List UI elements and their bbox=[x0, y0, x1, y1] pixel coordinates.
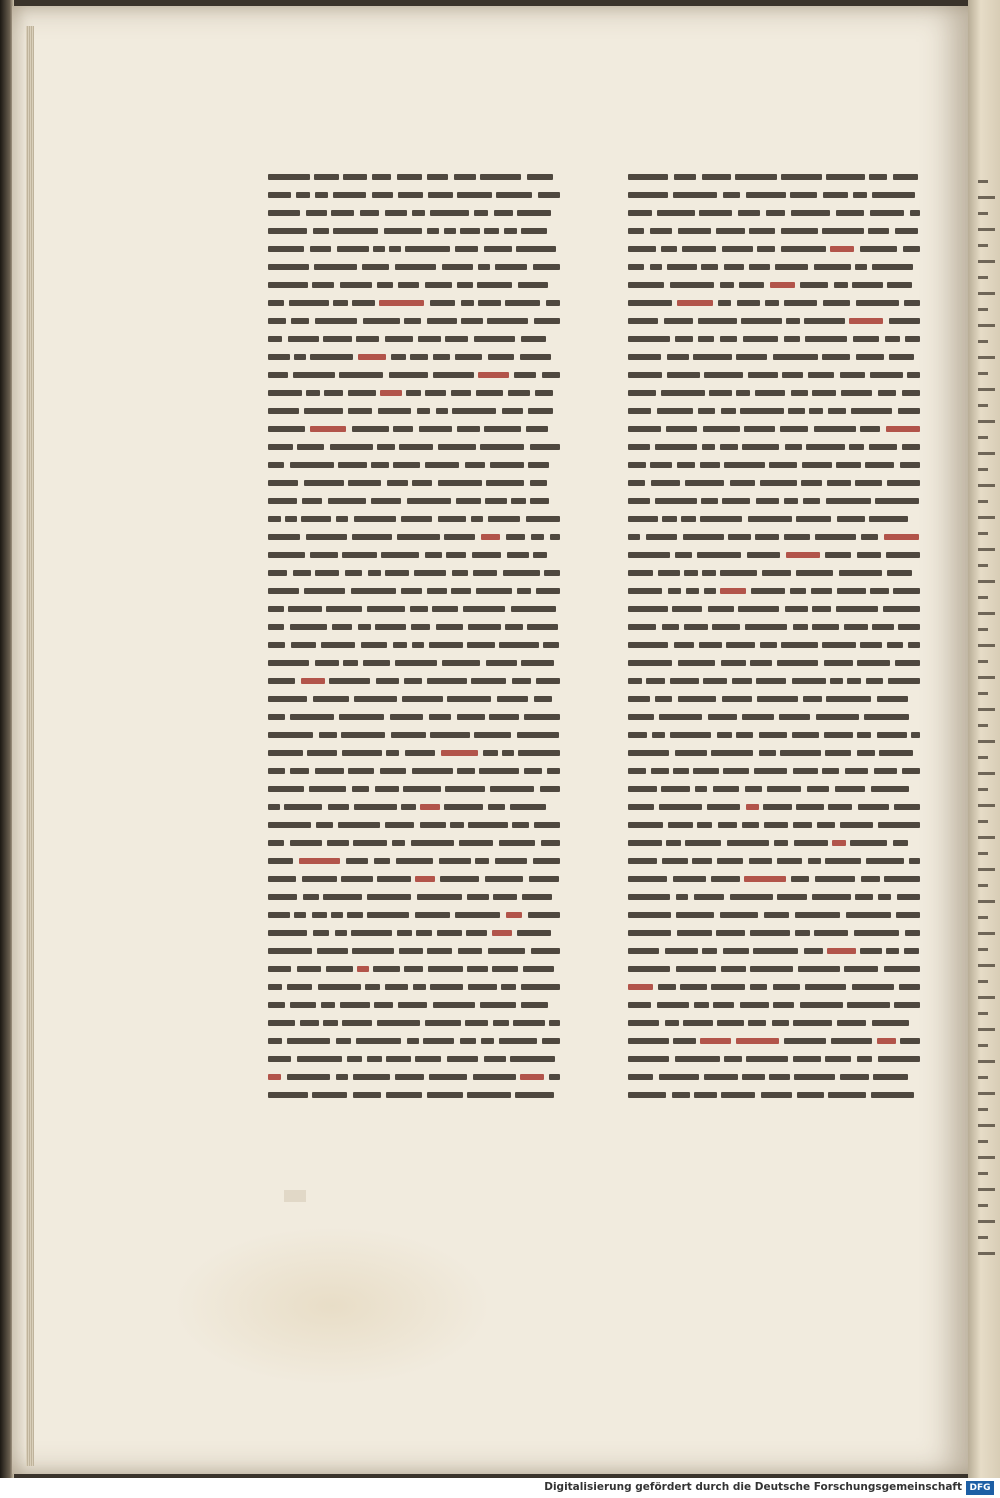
text-line bbox=[268, 294, 578, 312]
text-line bbox=[628, 978, 938, 996]
page bbox=[12, 6, 970, 1474]
text-line bbox=[628, 654, 938, 672]
text-line bbox=[628, 420, 938, 438]
text-line bbox=[268, 654, 578, 672]
text-line bbox=[628, 996, 938, 1014]
text-line bbox=[628, 744, 938, 762]
text-line bbox=[628, 438, 938, 456]
text-line bbox=[268, 186, 578, 204]
text-line bbox=[268, 384, 578, 402]
text-line bbox=[628, 870, 938, 888]
text-line bbox=[628, 294, 938, 312]
text-line bbox=[628, 366, 938, 384]
page-edges bbox=[26, 26, 34, 1466]
text-line bbox=[628, 384, 938, 402]
text-line bbox=[628, 510, 938, 528]
text-line bbox=[268, 1068, 578, 1086]
text-line bbox=[268, 438, 578, 456]
text-line bbox=[628, 798, 938, 816]
text-column-left bbox=[268, 168, 578, 1104]
text-line bbox=[268, 222, 578, 240]
text-line bbox=[268, 798, 578, 816]
text-line bbox=[268, 492, 578, 510]
text-line bbox=[268, 348, 578, 366]
text-line bbox=[268, 942, 578, 960]
text-line bbox=[268, 312, 578, 330]
text-line bbox=[268, 852, 578, 870]
text-line bbox=[268, 906, 578, 924]
text-line bbox=[628, 1068, 938, 1086]
text-line bbox=[628, 852, 938, 870]
text-line bbox=[628, 816, 938, 834]
text-line bbox=[628, 402, 938, 420]
footer-credit: Digitalisierung gefördert durch die Deutsche Forschungsgemeinschaft bbox=[544, 1481, 962, 1493]
text-line bbox=[628, 726, 938, 744]
text-line bbox=[628, 600, 938, 618]
text-line bbox=[628, 960, 938, 978]
text-line bbox=[628, 474, 938, 492]
dfg-logo: DFG bbox=[966, 1481, 994, 1495]
text-line bbox=[268, 780, 578, 798]
text-column-right bbox=[628, 168, 938, 1104]
text-line bbox=[268, 420, 578, 438]
text-line bbox=[268, 528, 578, 546]
text-line bbox=[268, 672, 578, 690]
text-line bbox=[628, 762, 938, 780]
footer-bar bbox=[0, 1478, 1000, 1498]
text-line bbox=[268, 888, 578, 906]
text-line bbox=[628, 690, 938, 708]
text-line bbox=[628, 240, 938, 258]
text-line bbox=[628, 348, 938, 366]
text-line bbox=[628, 780, 938, 798]
text-line bbox=[268, 816, 578, 834]
text-line bbox=[268, 960, 578, 978]
text-line bbox=[268, 870, 578, 888]
text-line bbox=[268, 744, 578, 762]
text-line bbox=[268, 240, 578, 258]
text-line bbox=[268, 924, 578, 942]
text-line bbox=[268, 726, 578, 744]
text-line bbox=[628, 1050, 938, 1068]
text-line bbox=[268, 168, 578, 186]
text-line bbox=[268, 690, 578, 708]
facing-page-text bbox=[974, 180, 998, 1268]
text-line bbox=[268, 996, 578, 1014]
text-line bbox=[628, 834, 938, 852]
text-line bbox=[268, 834, 578, 852]
text-line bbox=[628, 1086, 938, 1104]
text-line bbox=[628, 672, 938, 690]
text-line bbox=[268, 564, 578, 582]
text-line bbox=[628, 546, 938, 564]
facing-page-edge bbox=[968, 0, 1000, 1478]
text-line bbox=[268, 762, 578, 780]
text-line bbox=[628, 924, 938, 942]
text-line bbox=[268, 1050, 578, 1068]
text-line bbox=[628, 1014, 938, 1032]
text-line bbox=[628, 276, 938, 294]
text-line bbox=[268, 204, 578, 222]
text-line bbox=[268, 618, 578, 636]
text-line bbox=[628, 708, 938, 726]
text-line bbox=[268, 600, 578, 618]
text-line bbox=[268, 402, 578, 420]
faint-stamp bbox=[284, 1190, 306, 1202]
text-line bbox=[628, 888, 938, 906]
text-line bbox=[268, 708, 578, 726]
text-line bbox=[628, 564, 938, 582]
text-line bbox=[628, 618, 938, 636]
text-line bbox=[628, 636, 938, 654]
text-line bbox=[268, 1086, 578, 1104]
text-line bbox=[628, 1032, 938, 1050]
text-line bbox=[628, 528, 938, 546]
text-line bbox=[628, 456, 938, 474]
text-line bbox=[268, 366, 578, 384]
text-line bbox=[628, 582, 938, 600]
text-line bbox=[268, 1032, 578, 1050]
text-line bbox=[628, 186, 938, 204]
text-line bbox=[628, 942, 938, 960]
text-line bbox=[628, 312, 938, 330]
text-line bbox=[628, 168, 938, 186]
text-line bbox=[268, 1014, 578, 1032]
text-line bbox=[268, 258, 578, 276]
text-line bbox=[268, 636, 578, 654]
text-line bbox=[628, 492, 938, 510]
text-line bbox=[268, 978, 578, 996]
text-line bbox=[268, 330, 578, 348]
text-line bbox=[628, 222, 938, 240]
text-line bbox=[268, 276, 578, 294]
text-line bbox=[268, 582, 578, 600]
text-line bbox=[628, 204, 938, 222]
paper-stain bbox=[172, 1226, 492, 1386]
text-line bbox=[628, 330, 938, 348]
text-line bbox=[628, 906, 938, 924]
text-line bbox=[628, 258, 938, 276]
text-line bbox=[268, 456, 578, 474]
text-line bbox=[268, 474, 578, 492]
text-line bbox=[268, 510, 578, 528]
text-line bbox=[268, 546, 578, 564]
